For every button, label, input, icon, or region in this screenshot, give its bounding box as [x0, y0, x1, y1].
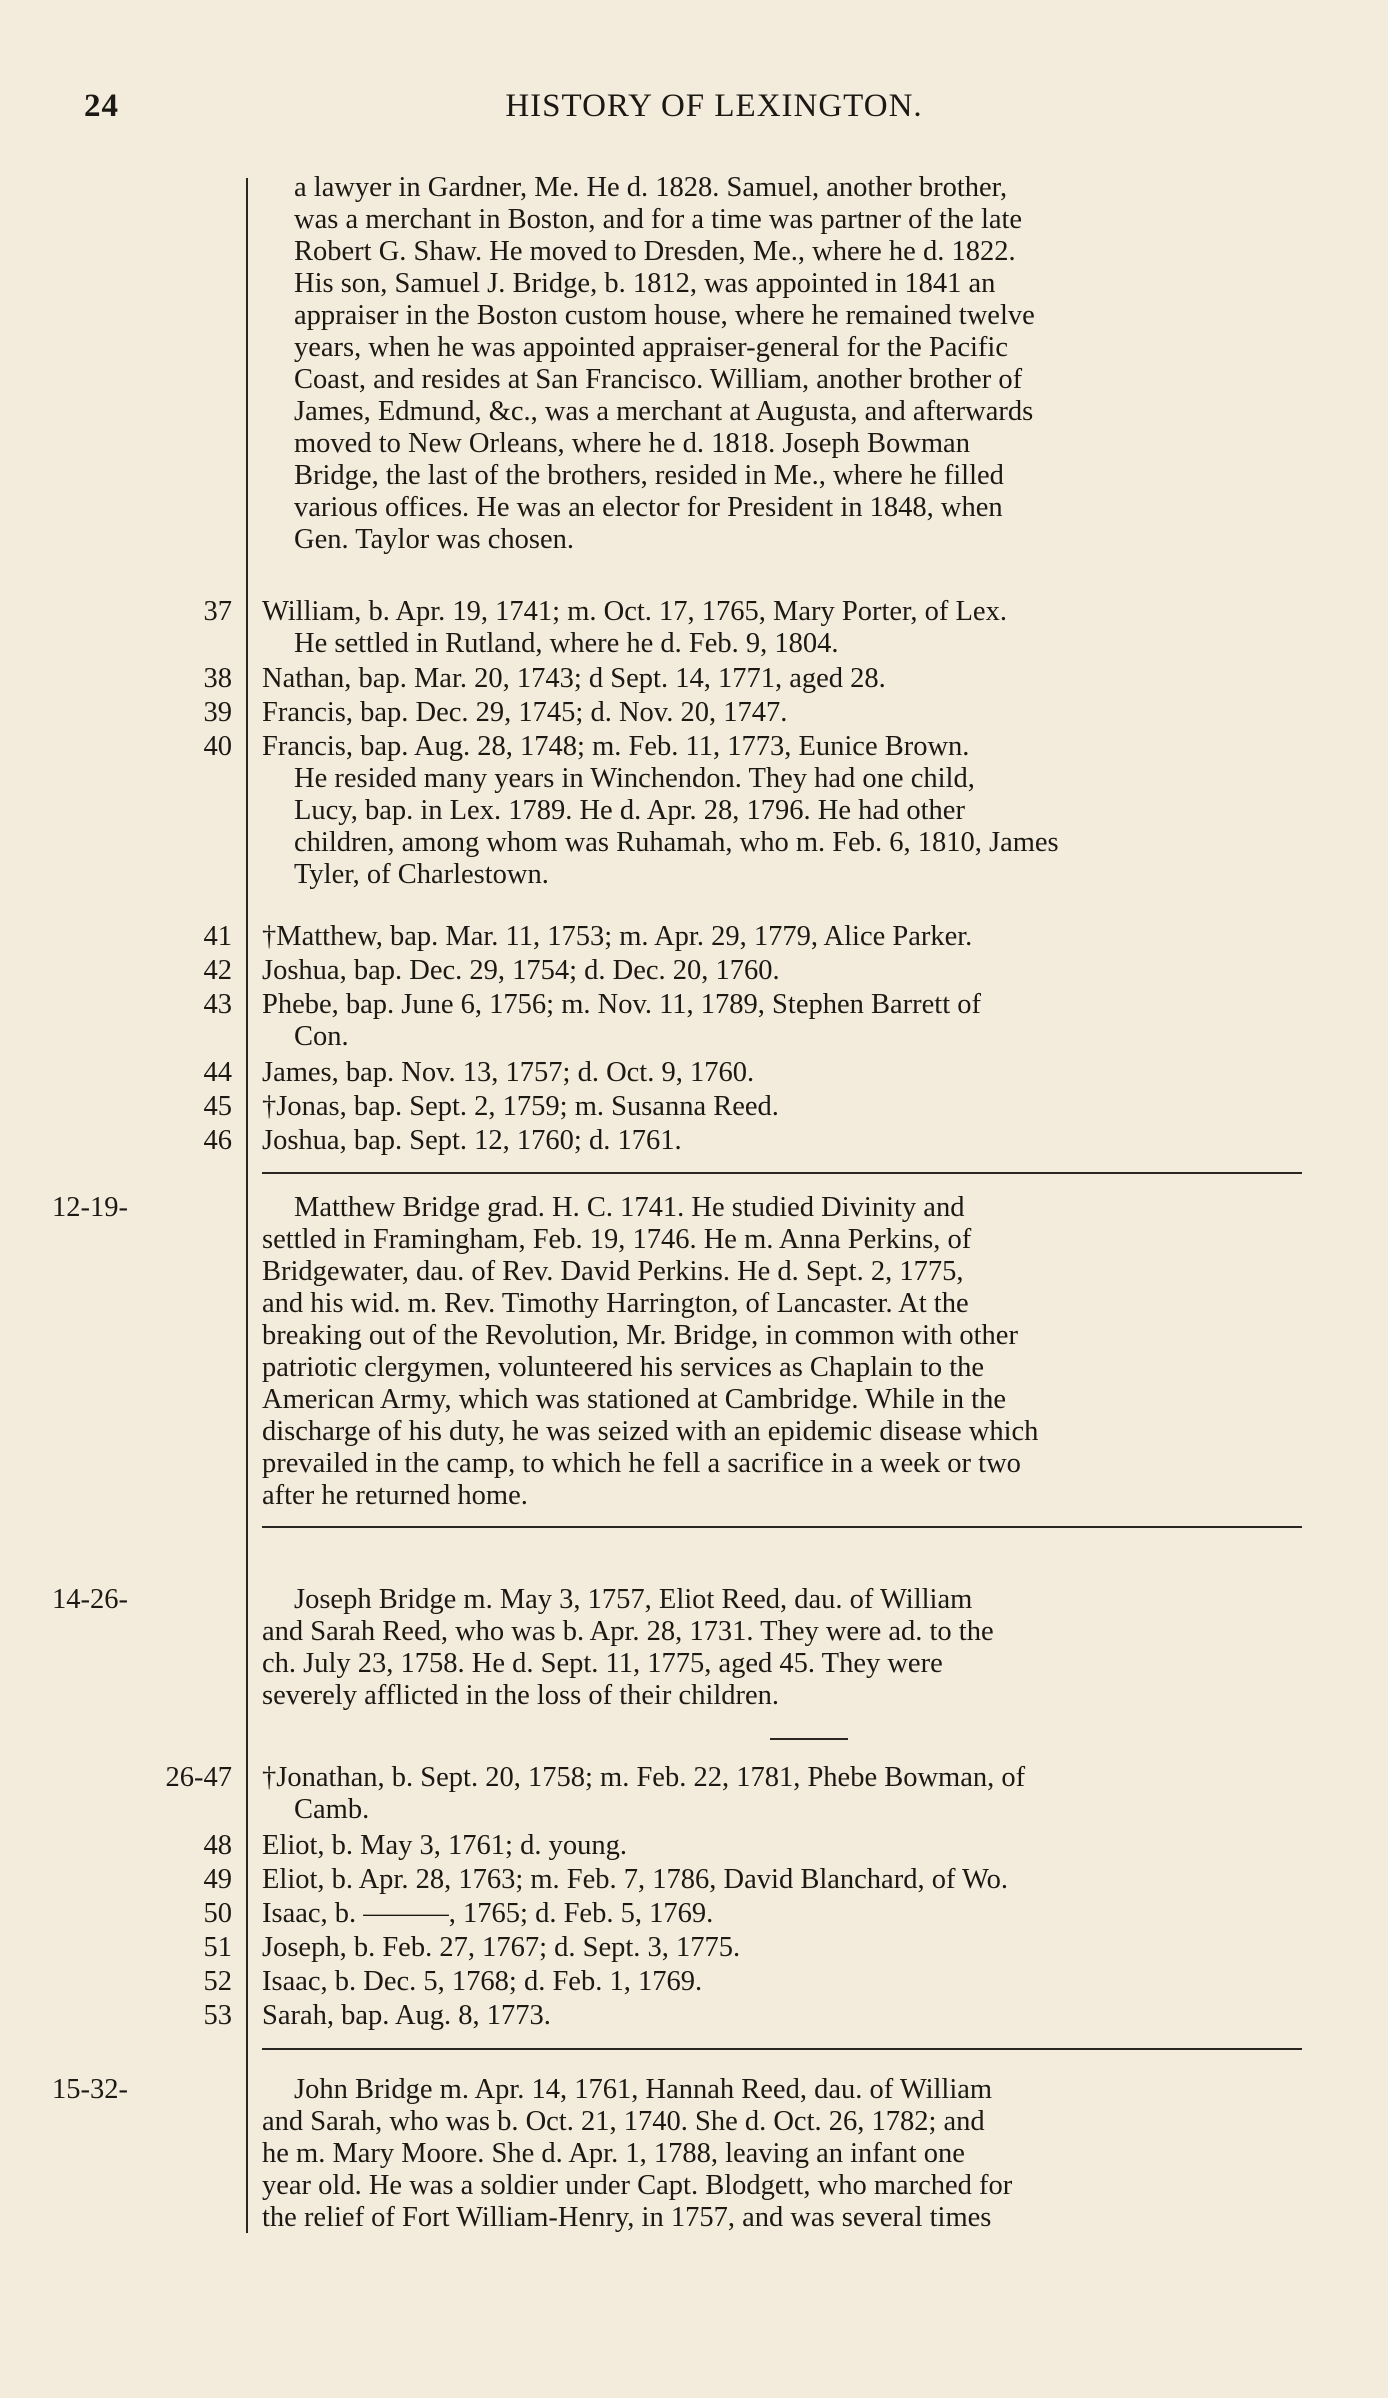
entry-line: Isaac, b. ———, 1765; d. Feb. 5, 1769. — [262, 1898, 714, 1929]
margin-number: 42 — [203, 955, 232, 986]
entry-line: Joshua, bap. Sept. 12, 1760; d. 1761. — [262, 1125, 682, 1156]
text-line: Robert G. Shaw. He moved to Dresden, Me., where he d. 1822. — [294, 236, 1016, 267]
entry-line: Eliot, b. May 3, 1761; d. young. — [262, 1830, 627, 1861]
text-line: prevailed in the camp, to which he fell a sacrifice in a week or two — [262, 1448, 1021, 1479]
margin-number: 45 — [203, 1091, 232, 1122]
text-line: and his wid. m. Rev. Timothy Harrington, of Lancaster. At the — [262, 1288, 969, 1319]
text-line: ch. July 23, 1758. He d. Sept. 11, 1775, aged 45. They were — [262, 1648, 943, 1679]
text-line: Matthew Bridge grad. H. C. 1741. He studied Divinity and — [294, 1192, 965, 1223]
section-label: 15-32- — [52, 2074, 128, 2105]
text-line: children, among whom was Ruhamah, who m. Feb. 6, 1810, James — [294, 827, 1059, 858]
text-line: Bridgewater, dau. of Rev. David Perkins. He d. Sept. 2, 1775, — [262, 1256, 964, 1287]
entry-line: Eliot, b. Apr. 28, 1763; m. Feb. 7, 1786, David Blanchard, of Wo. — [262, 1864, 1009, 1895]
text-line: Gen. Taylor was chosen. — [294, 524, 575, 555]
margin-number: 52 — [203, 1966, 232, 1997]
text-line: settled in Framingham, Feb. 19, 1746. He m. Anna Perkins, of — [262, 1224, 972, 1255]
entry-line: Francis, bap. Dec. 29, 1745; d. Nov. 20, 1747. — [262, 697, 788, 728]
margin-number: 48 — [203, 1830, 232, 1861]
text-line: American Army, which was stationed at Cambridge. While in the — [262, 1384, 1006, 1415]
text-line: and Sarah, who was b. Oct. 21, 1740. She d. Oct. 26, 1782; and — [262, 2106, 985, 2137]
section-label: 12-19- — [52, 1192, 128, 1223]
text-line: years, when he was appointed appraiser-general for the Pacific — [294, 332, 1008, 363]
margin-number: 40 — [203, 731, 232, 762]
entry-line: Joshua, bap. Dec. 29, 1754; d. Dec. 20, 1760. — [262, 955, 780, 986]
margin-number: 44 — [203, 1057, 232, 1088]
page-title: HISTORY OF LEXINGTON. — [505, 88, 923, 124]
text-line: Coast, and resides at San Francisco. William, another brother of — [294, 364, 1023, 395]
entry-line: Nathan, bap. Mar. 20, 1743; d Sept. 14, 1771, aged 28. — [262, 663, 886, 694]
entry-line: †Jonathan, b. Sept. 20, 1758; m. Feb. 22, 1781, Phebe Bowman, of — [262, 1762, 1026, 1793]
text-line: he m. Mary Moore. She d. Apr. 1, 1788, leaving an infant one — [262, 2138, 965, 2169]
margin-number: 39 — [203, 697, 232, 728]
section-divider — [262, 1172, 1302, 1174]
margin-number: 37 — [203, 596, 232, 627]
section-label: 14-26- — [52, 1584, 128, 1615]
text-line: was a merchant in Boston, and for a time was partner of the late — [294, 204, 1023, 235]
text-line: Joseph Bridge m. May 3, 1757, Eliot Reed, dau. of William — [294, 1584, 973, 1615]
margin-number: 38 — [203, 663, 232, 694]
entry-line: Sarah, bap. Aug. 8, 1773. — [262, 2000, 551, 2031]
text-line: and Sarah Reed, who was b. Apr. 28, 1731. They were ad. to the — [262, 1616, 994, 1647]
entry-line: Joseph, b. Feb. 27, 1767; d. Sept. 3, 1775. — [262, 1932, 741, 1963]
text-line: appraiser in the Boston custom house, where he remained twelve — [294, 300, 1035, 331]
text-line: a lawyer in Gardner, Me. He d. 1828. Samuel, another brother, — [294, 172, 1008, 203]
text-line: He settled in Rutland, where he d. Feb. 9, 1804. — [294, 628, 839, 659]
margin-rule — [246, 178, 248, 2233]
text-line: Lucy, bap. in Lex. 1789. He d. Apr. 28, 1796. He had other — [294, 795, 965, 826]
text-line: discharge of his duty, he was seized with an epidemic disease which — [262, 1416, 1039, 1447]
text-line: moved to New Orleans, where he d. 1818. Joseph Bowman — [294, 428, 970, 459]
text-line: severely afflicted in the loss of their children. — [262, 1680, 780, 1711]
text-line: Camb. — [294, 1794, 370, 1825]
entry-line: Phebe, bap. June 6, 1756; m. Nov. 11, 1789, Stephen Barrett of — [262, 989, 981, 1020]
text-line: breaking out of the Revolution, Mr. Bridge, in common with other — [262, 1320, 1018, 1351]
text-line: Bridge, the last of the brothers, resided in Me., where he filled — [294, 460, 1004, 491]
text-line: He resided many years in Winchendon. They had one child, — [294, 763, 975, 794]
section-divider — [262, 1526, 1302, 1528]
entry-line: †Matthew, bap. Mar. 11, 1753; m. Apr. 29, 1779, Alice Parker. — [262, 921, 973, 952]
text-line: various offices. He was an elector for President in 1848, when — [294, 492, 1003, 523]
text-line: year old. He was a soldier under Capt. Blodgett, who marched for — [262, 2170, 1013, 2201]
entry-line: †Jonas, bap. Sept. 2, 1759; m. Susanna Reed. — [262, 1091, 779, 1122]
margin-number: 26-47 — [165, 1762, 232, 1793]
margin-number: 46 — [203, 1125, 232, 1156]
text-line: John Bridge m. Apr. 14, 1761, Hannah Reed, dau. of William — [294, 2074, 993, 2105]
entry-line: Francis, bap. Aug. 28, 1748; m. Feb. 11, 1773, Eunice Brown. — [262, 731, 970, 762]
margin-number: 49 — [203, 1864, 232, 1895]
entry-line: James, bap. Nov. 13, 1757; d. Oct. 9, 1760. — [262, 1057, 755, 1088]
margin-number: 53 — [203, 2000, 232, 2031]
text-line: after he returned home. — [262, 1480, 528, 1511]
margin-number: 41 — [203, 921, 232, 952]
text-line: patriotic clergymen, volunteered his services as Chaplain to the — [262, 1352, 985, 1383]
margin-number: 51 — [203, 1932, 232, 1963]
margin-number: 43 — [203, 989, 232, 1020]
margin-number: 50 — [203, 1898, 232, 1929]
text-line: James, Edmund, &c., was a merchant at Augusta, and afterwards — [294, 396, 1034, 427]
text-line: Con. — [294, 1021, 349, 1052]
page-number: 24 — [84, 88, 119, 124]
text-line: His son, Samuel J. Bridge, b. 1812, was appointed in 1841 an — [294, 268, 996, 299]
short-divider — [770, 1738, 848, 1740]
section-divider — [262, 2048, 1302, 2050]
entry-line: William, b. Apr. 19, 1741; m. Oct. 17, 1765, Mary Porter, of Lex. — [262, 596, 1007, 627]
text-line: Tyler, of Charlestown. — [294, 859, 549, 890]
entry-line: Isaac, b. Dec. 5, 1768; d. Feb. 1, 1769. — [262, 1966, 703, 1997]
text-line: the relief of Fort William-Henry, in 1757, and was several times — [262, 2202, 992, 2233]
